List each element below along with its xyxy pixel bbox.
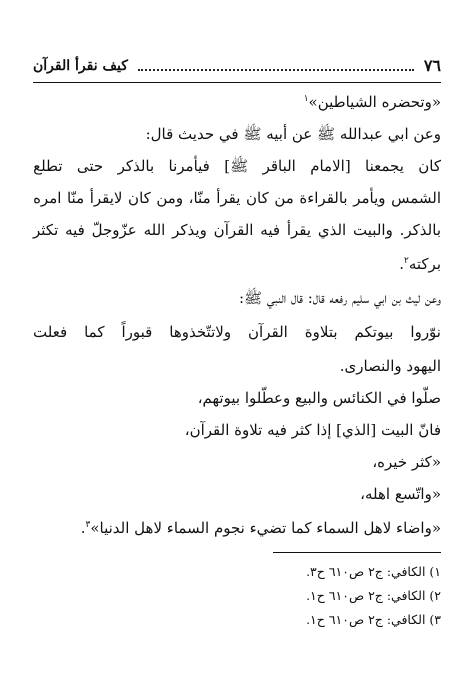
word: بالقراءة xyxy=(299,189,348,207)
footnote: ٣) الكافي: ج٢ ص٦١٠ ح١. xyxy=(306,612,441,627)
text-line xyxy=(33,216,441,244)
word: بالذكر xyxy=(117,157,155,175)
header-rule xyxy=(33,82,441,83)
text-line xyxy=(239,284,441,312)
word: الذي xyxy=(317,221,347,239)
word: يقرأ xyxy=(216,189,241,207)
word: ﷺ] xyxy=(224,157,249,175)
text-line xyxy=(372,448,441,476)
line-text: اليهود والنصارى. xyxy=(339,357,441,375)
line-text: «كثر خيره، xyxy=(372,453,441,471)
word: تكثر xyxy=(33,221,59,239)
line-text: «وتحضره الشياطين» xyxy=(308,93,441,111)
text-line xyxy=(399,250,441,278)
footnote-separator xyxy=(273,552,441,553)
word: كان xyxy=(128,189,151,207)
word: [الامام xyxy=(310,157,351,175)
word: بتلاوة xyxy=(304,323,338,341)
line-text: «واتّسع اهله، xyxy=(360,485,441,503)
text-line xyxy=(304,88,441,116)
footnote-marker[interactable]: ٢ xyxy=(403,256,409,266)
footnote: ١) الكافي: ج٢ ص٦١٠ ح٣. xyxy=(306,564,441,579)
header-dotted-leader xyxy=(138,69,414,71)
word: كما xyxy=(84,323,105,341)
word: منّا xyxy=(66,189,85,207)
word: ويذكر xyxy=(172,221,207,239)
word: فيه xyxy=(260,221,281,239)
word: من xyxy=(274,189,294,207)
page-number: ٧٦ xyxy=(423,56,441,75)
word: الله xyxy=(143,221,166,239)
book-title: كيف نقرأ القرآن xyxy=(33,58,128,74)
text-line xyxy=(360,480,441,508)
line-punctuation: . xyxy=(80,519,86,537)
text-line xyxy=(146,120,441,148)
word: نوّروا xyxy=(410,323,441,341)
word: والبيت xyxy=(353,221,393,239)
text-line xyxy=(33,184,441,212)
word: فيأمرنا xyxy=(168,157,210,175)
line-text: وعن ليث بن ابي سليم رفعه قال: قال النبي ﷺ: xyxy=(238,289,441,307)
word: يقرأ xyxy=(286,221,312,239)
footnote-marker[interactable]: ٣ xyxy=(85,520,91,530)
text-line xyxy=(340,352,441,380)
word: ويأمر xyxy=(353,189,386,207)
word: كان xyxy=(418,157,441,175)
word: عزّوجلّ xyxy=(91,221,137,239)
word: لايقرأ xyxy=(89,189,123,207)
text-line xyxy=(198,384,441,412)
word: القرآن xyxy=(213,221,254,239)
word: يجمعنا xyxy=(365,157,404,175)
footnote-marker[interactable]: ١ xyxy=(303,94,309,104)
word: قبوراً xyxy=(121,323,153,341)
line-punctuation: . xyxy=(399,255,404,273)
line-text: فانّ البيت [الذي] إذا كثر فيه تلاوة القرآن، xyxy=(184,421,441,439)
word: تطلع xyxy=(33,157,63,175)
line-text: «واضاء لاهل السماء كما تضيء نجوم السماء لاهل الدنيا» xyxy=(90,519,441,537)
word: فعلت xyxy=(33,323,68,341)
line-text: صلّوا في الكنائس والبيع وعطّلوا بيوتهم، xyxy=(197,389,441,407)
footnote: ٢) الكافي: ج٢ ص٦١٠ ح١. xyxy=(306,588,441,603)
word: القرآن xyxy=(248,323,288,341)
word: الشمس xyxy=(391,189,441,207)
word: ولاتتّخذوها xyxy=(169,323,232,341)
text-line xyxy=(81,514,441,542)
word: حتى xyxy=(76,157,104,175)
running-header xyxy=(33,46,441,80)
word: بيوتكم xyxy=(354,323,394,341)
word: بالذكر. xyxy=(399,221,441,239)
word: ومن xyxy=(156,189,184,207)
text-line xyxy=(185,416,441,444)
line-text: وعن ابي عبدالله ﷺ عن أبيه ﷺ في حديث قال: xyxy=(145,125,441,143)
word: الباقر xyxy=(262,157,296,175)
word: امره xyxy=(33,189,62,207)
line-text: بركته xyxy=(408,255,441,273)
text-line xyxy=(33,318,441,346)
word: فيه xyxy=(65,221,85,239)
text-line xyxy=(33,152,441,180)
word: منّا، xyxy=(188,189,211,207)
word: كان xyxy=(246,189,269,207)
